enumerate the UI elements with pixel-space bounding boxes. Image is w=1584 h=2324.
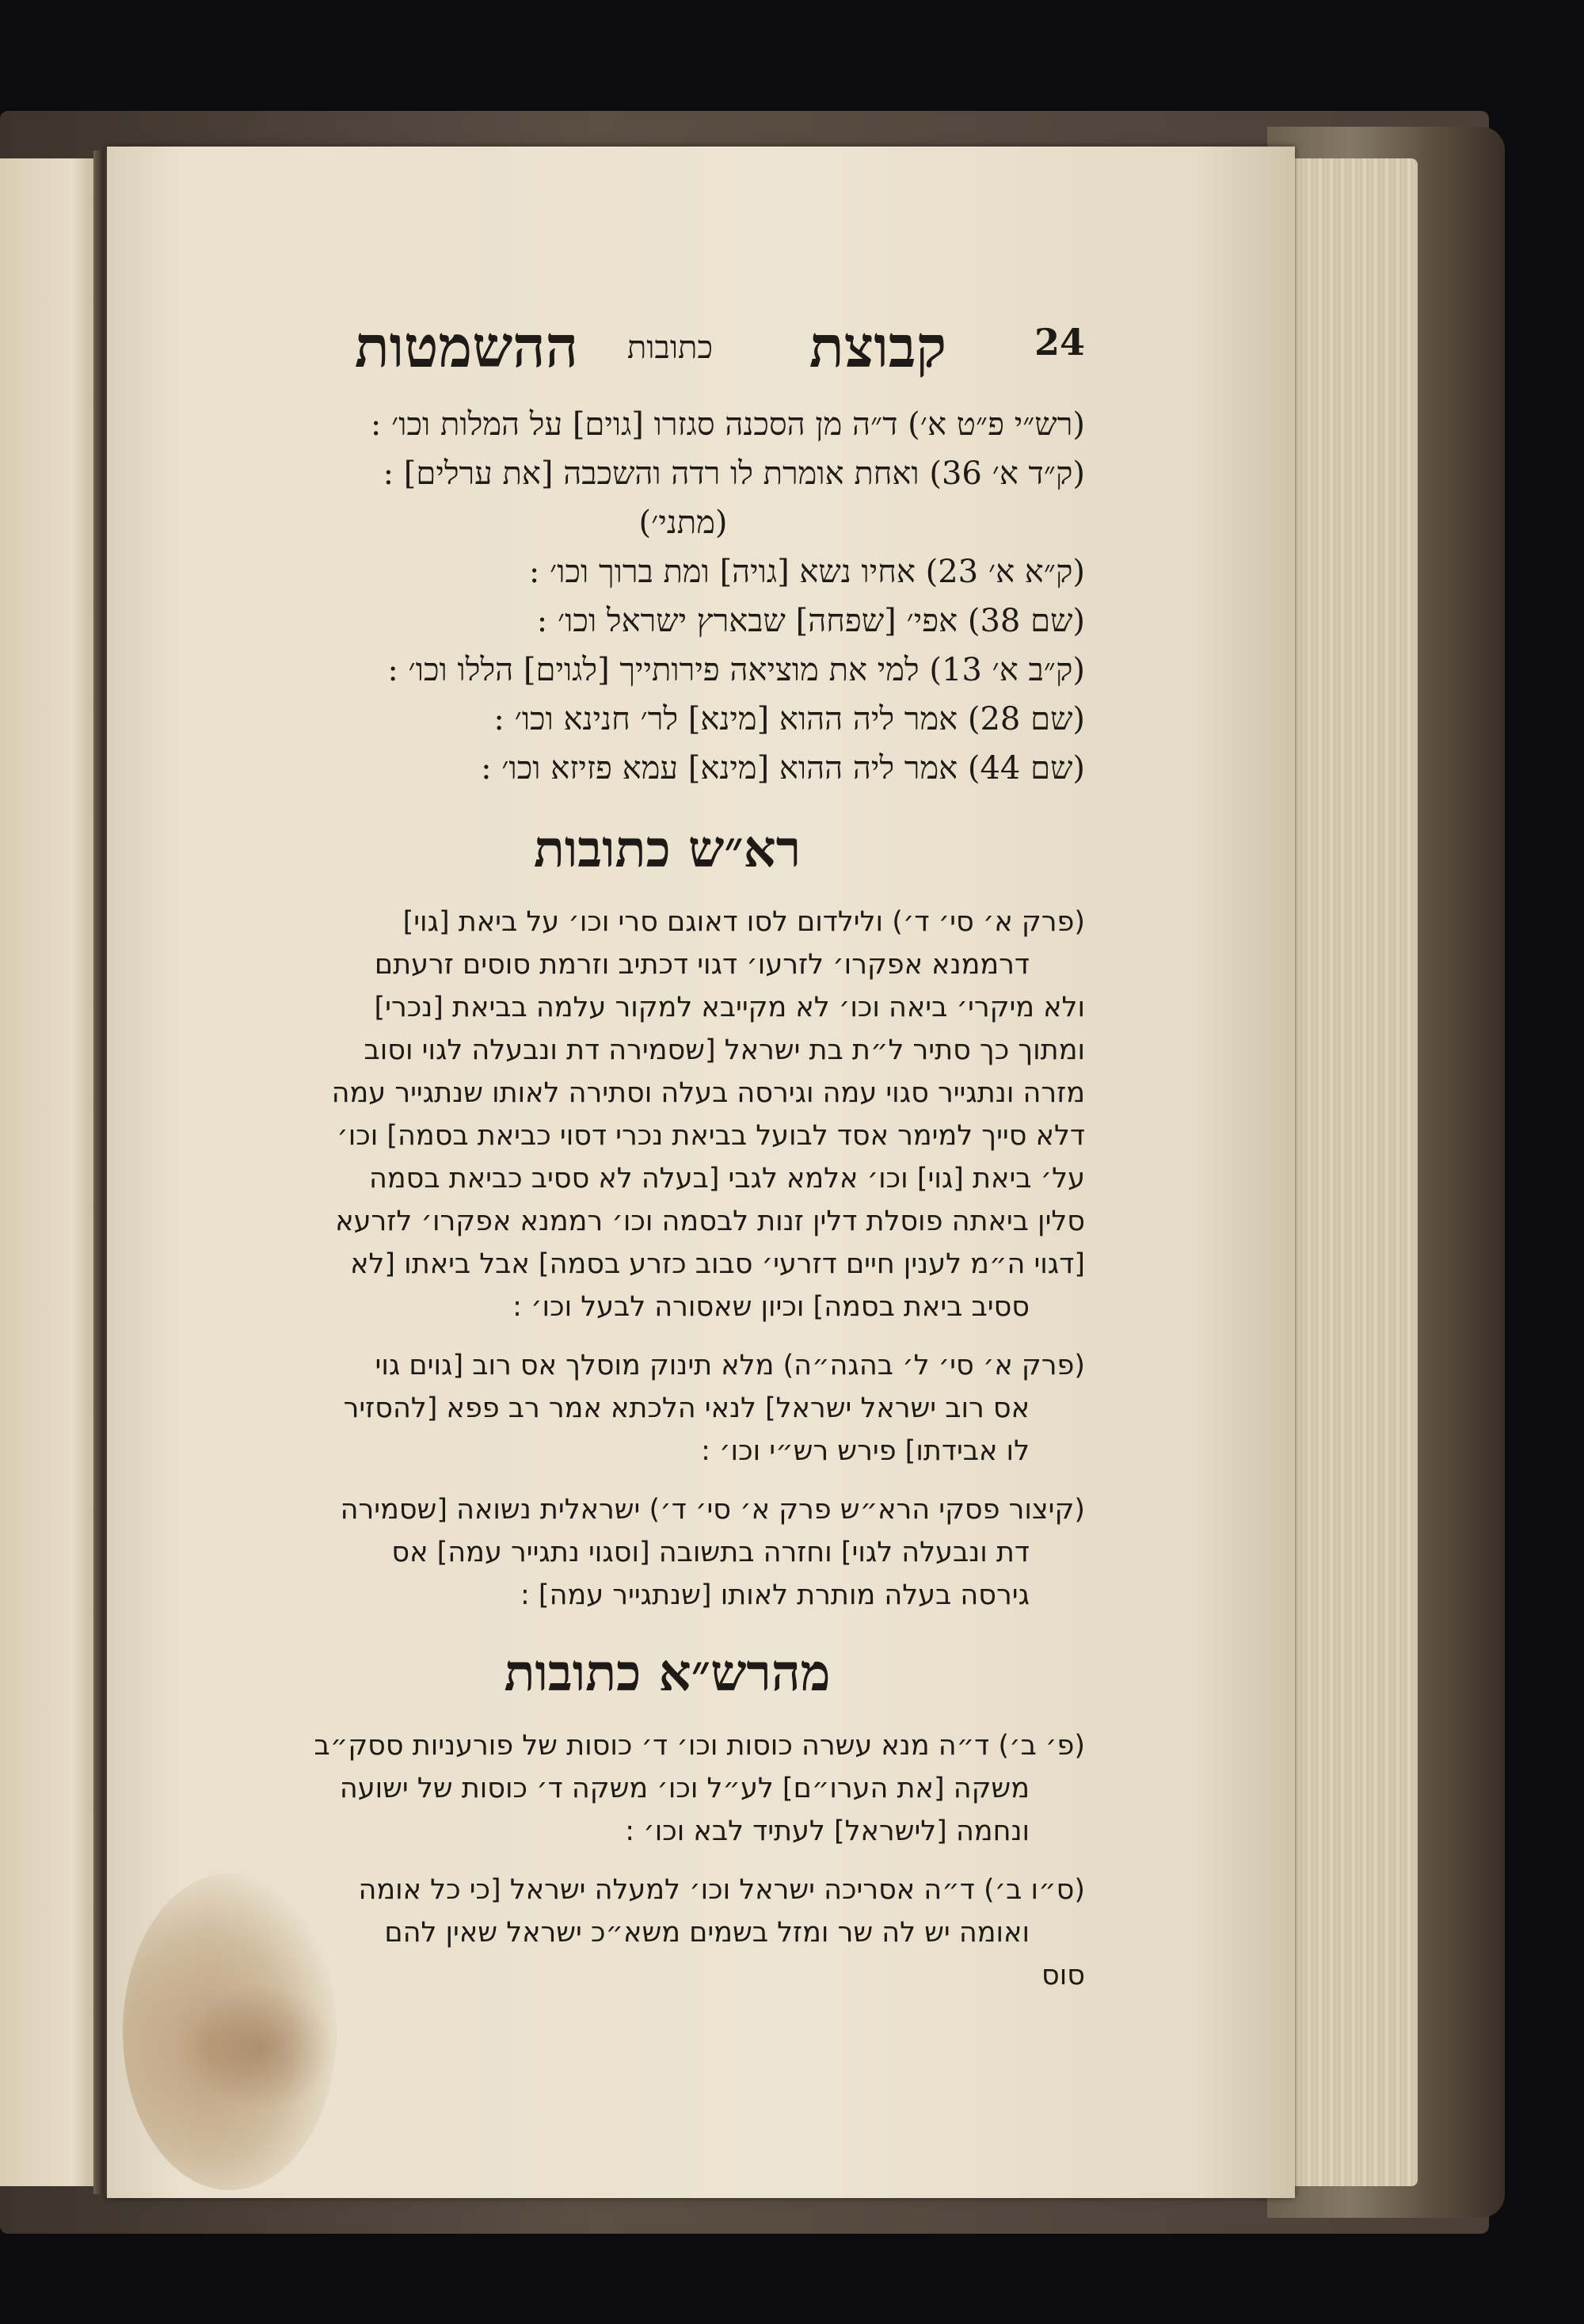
text-line: ומתוך כך סתיר ל״ת בת ישראל [שסמירה דת ונבעלה לגוי וסוב bbox=[364, 1034, 1085, 1066]
text-line: ונחמה [לישראל] לעתיד לבא וכו׳ : bbox=[625, 1815, 1030, 1847]
text-line: לו אבידתו] פירש רש״י וכו׳ : bbox=[701, 1435, 1030, 1467]
running-header bbox=[186, 313, 1085, 400]
text-line: (שם 38) אפי׳ [שפחה] שבארץ ישראל וכו׳ : bbox=[536, 603, 1085, 639]
text-line: ולא מיקרי׳ ביאה וכו׳ לא מקייבא למקור עלמה בביאת [נכרי] bbox=[374, 992, 1085, 1023]
section-heading-rosh: רא״ש כתובות bbox=[533, 820, 802, 879]
text-line: דלא סייך למימר אסד לבועל בביאת נכרי דסוי כביאת בסמה] וכו׳ bbox=[337, 1120, 1085, 1152]
text-line: (ק״ד א׳ 36) ואחת אומרת לו רדה והשכבה [את ערלים] : bbox=[383, 455, 1085, 492]
rosh-section bbox=[186, 901, 1085, 1617]
text-line: (רש״י פ״ט א׳) ד״ה מן הסכנה סגזרו [גוים] על המלות וכו׳ : bbox=[370, 406, 1085, 443]
header-word-1: קבוצת bbox=[809, 313, 946, 380]
rashi-section bbox=[186, 400, 1085, 793]
text-line: (קיצור פסקי הרא״ש פרק א׳ סי׳ ד׳) ישראלית נשואה [שסמירה bbox=[340, 1494, 1085, 1526]
text-line: על׳ ביאת [גוי] וכו׳ אלמא לגבי [בעלה לא ססיב כביאת בסמה bbox=[368, 1163, 1085, 1194]
maharsha-section bbox=[186, 1724, 1085, 1997]
text-line: אס רוב ישראל ישראל] לנאי הלכתא אמר רב פפא [להסזיר bbox=[343, 1392, 1030, 1424]
text-line: [דגוי ה״מ לענין חיים דזרעי׳ סבוב כזרע בסמה] אבל ביאתו [לא bbox=[350, 1248, 1085, 1280]
text-line: (שם 44) אמר ליה ההוא [מינא] עמא פזיזא וכו׳ : bbox=[481, 750, 1085, 787]
page-number: 24 bbox=[1034, 321, 1085, 364]
text-line: (מתני׳) bbox=[638, 505, 728, 541]
text-line: (ס״ו ב׳) ד״ה אסריכה ישראל וכו׳ למעלה ישראל [כי כל אומה bbox=[358, 1874, 1085, 1906]
water-stain-dark bbox=[190, 1984, 333, 2111]
text-line: (שם 28) אמר ליה ההוא [מינא] לר׳ חנינא וכו׳ : bbox=[493, 701, 1085, 737]
text-line: סוס bbox=[1041, 1960, 1085, 1991]
text-line: סלין ביאתה פוסלת דלין זנות לבסמה וכו׳ רממנא אפקרו׳ לזרעא bbox=[335, 1206, 1085, 1237]
text-line: (פרק א׳ סי׳ ד׳) ולילדום לסו דאוגם סרי וכו׳ על ביאת [גוי] bbox=[402, 906, 1085, 938]
text-line: (ק״א א׳ 23) אחיו נשא [גויה] ומת ברוך וכו׳ : bbox=[528, 554, 1085, 590]
text-line: מזרה ונתגייר סגוי עמה וגירסה בעלה וסתירה לאותו שנתגייר עמה bbox=[331, 1077, 1085, 1109]
text-line: (ק״ב א׳ 13) למי את מוציאה פירותייך [לגוים] הללו וכו׳ : bbox=[387, 652, 1085, 688]
text-line: ססיב ביאת בסמה] וכיון שאסורה לבעל וכו׳ : bbox=[512, 1291, 1030, 1323]
header-word-3: ההשמטות bbox=[354, 313, 578, 380]
text-line: משקה [את הערו״ם] לע״ל וכו׳ משקה ד׳ כוסות של ישועה bbox=[339, 1773, 1030, 1804]
text-line: (פ׳ ב׳) ד״ה מנא עשרה כוסות וכו׳ ד׳ כוסות של פורעניות ססק״ב bbox=[314, 1730, 1085, 1762]
section-heading-maharsha: מהרש״א כתובות bbox=[504, 1644, 831, 1703]
text-line: (פרק א׳ סי׳ ל׳ בהגה״ה) מלא תינוק מוסלך אס רוב [גוים גוי bbox=[375, 1350, 1085, 1381]
header-word-2: כתובות bbox=[626, 330, 713, 366]
text-line: דרממנא אפקרו׳ לזרעו׳ דגוי דכתיב וזרמת סוסים זרעתם bbox=[374, 949, 1030, 981]
page-content bbox=[186, 313, 1085, 1997]
left-page-edge bbox=[0, 158, 103, 2186]
text-line: גירסה בעלה מותרת לאותו [שנתגייר עמה] : bbox=[520, 1579, 1030, 1611]
text-line: ואומה יש לה שר ומזל בשמים משא״כ ישראל שאין להם bbox=[384, 1917, 1030, 1949]
text-line: דת ונבעלה לגוי] וחזרה בתשובה [וסגוי נתגייר עמה] אס bbox=[391, 1537, 1030, 1568]
